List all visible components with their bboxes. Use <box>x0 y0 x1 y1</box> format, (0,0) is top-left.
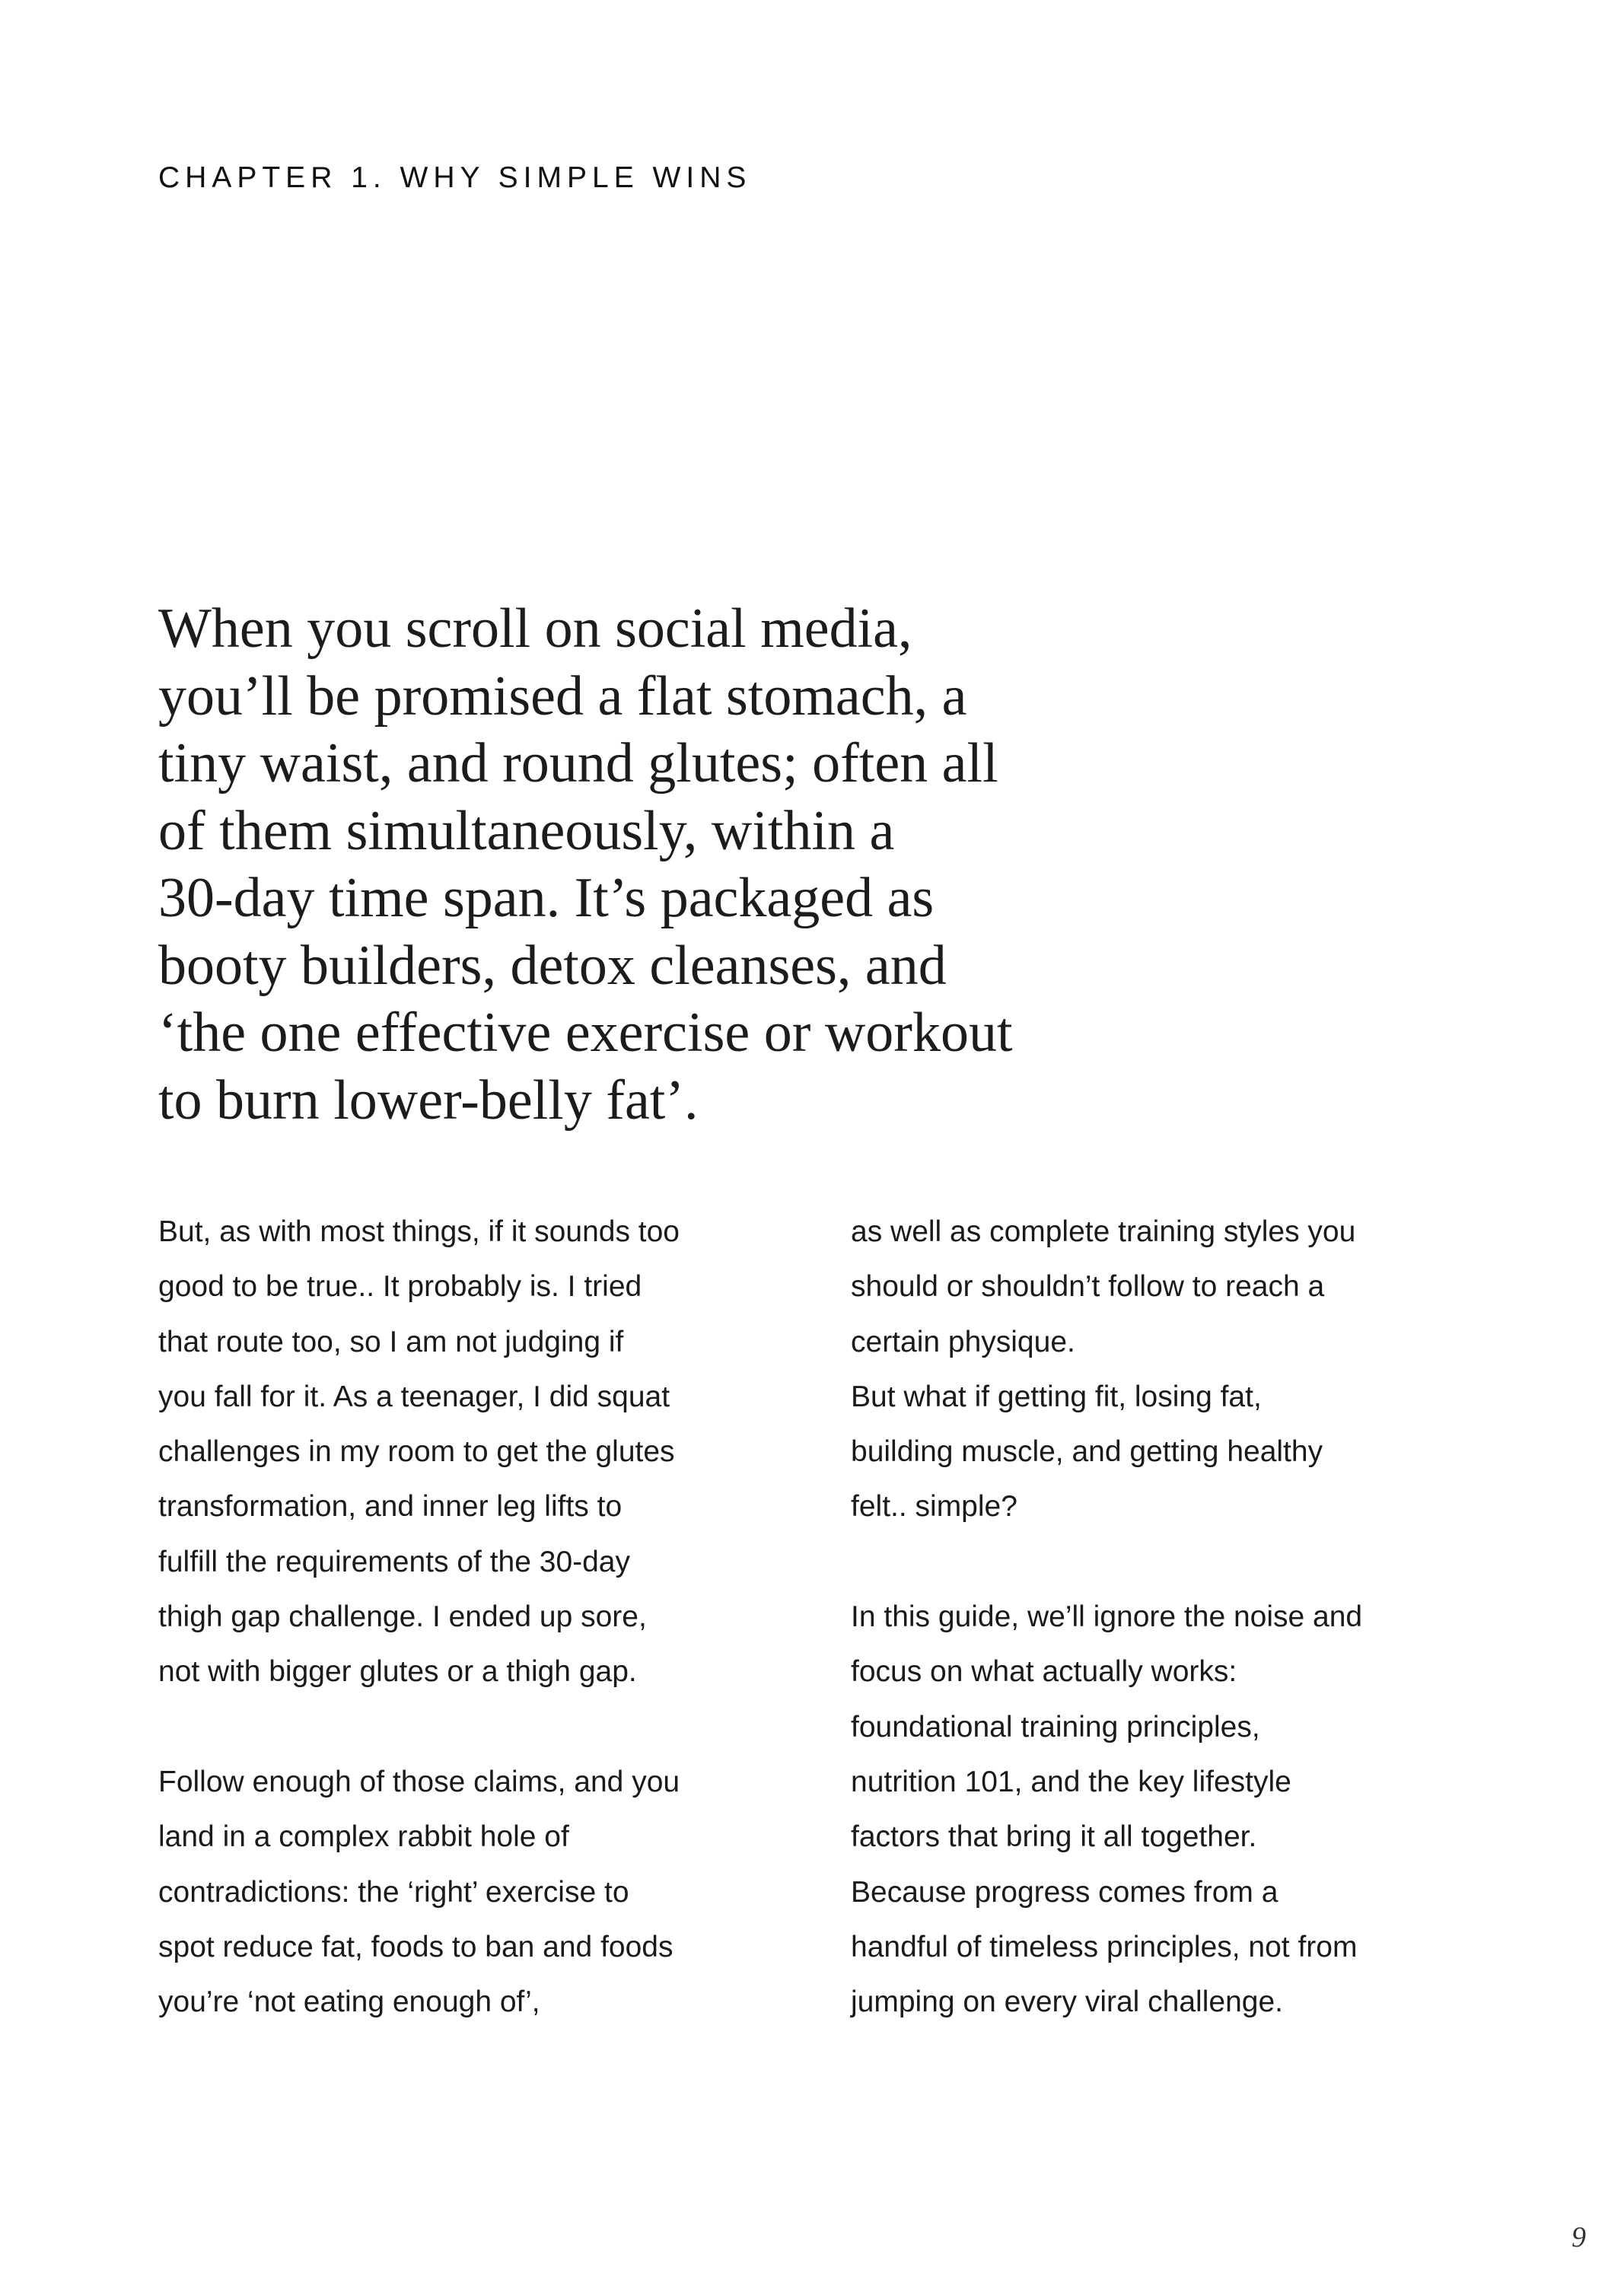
body-column-left <box>158 1205 828 2030</box>
intro-line: ‘the one effective exercise or workout <box>158 1002 1013 1064</box>
body-line: thigh gap challenge. I ended up sore, <box>158 1600 647 1634</box>
page-number: 9 <box>1571 2221 1586 2253</box>
body-line: contradictions: the ‘right’ exercise to <box>158 1875 629 1909</box>
paragraph-gap <box>158 1700 828 1755</box>
intro-line: to burn lower-belly fat’. <box>158 1068 699 1132</box>
body-column-right <box>851 1205 1536 2030</box>
intro-line: When you scroll on social media, <box>158 597 912 660</box>
paragraph <box>851 1865 1536 2030</box>
body-line: not with bigger glutes or a thigh gap. <box>158 1655 637 1689</box>
body-line: factors that bring it all together. <box>851 1820 1257 1854</box>
body-line: Follow enough of those claims, and you <box>158 1765 680 1798</box>
body-line: spot reduce fat, foods to ban and foods <box>158 1930 673 1963</box>
paragraph <box>851 1205 1536 1370</box>
body-line: handful of timeless principles, not from <box>851 1930 1358 1963</box>
body-line: In this guide, we’ll ignore the noise and <box>851 1600 1363 1634</box>
body-line: But what if getting fit, losing fat, <box>851 1380 1262 1413</box>
paragraph <box>851 1590 1536 1865</box>
body-line: building muscle, and getting healthy <box>851 1435 1323 1469</box>
intro-line: tiny waist, and round glutes; often all <box>158 732 998 795</box>
intro-line: 30-day time span. It’s packaged as <box>158 867 935 929</box>
body-line: transformation, and inner leg lifts to <box>158 1490 623 1524</box>
body-line: that route too, so I am not judging if <box>158 1325 624 1358</box>
body-line: good to be true.. It probably is. I tried <box>158 1270 642 1304</box>
body-line: But, as with most things, if it sounds too <box>158 1215 680 1248</box>
intro-line: of them simultaneously, within a <box>158 799 895 862</box>
body-line: nutrition 101, and the key lifestyle <box>851 1765 1291 1798</box>
body-line: fulfill the requirements of the 30-day <box>158 1545 631 1578</box>
body-line: should or shouldn’t follow to reach a <box>851 1270 1325 1304</box>
body-line: as well as complete training styles you <box>851 1215 1356 1248</box>
paragraph <box>158 1205 828 1700</box>
chapter-heading: CHAPTER 1. WHY SIMPLE WINS <box>158 161 752 194</box>
body-line: foundational training principles, <box>851 1710 1260 1743</box>
intro-line: booty builders, detox cleanses, and <box>158 934 947 997</box>
paragraph <box>158 1755 828 2030</box>
body-line: felt.. simple? <box>851 1490 1017 1524</box>
body-line: you’re ‘not eating enough of’, <box>158 1986 540 2019</box>
body-line: challenges in my room to get the glutes <box>158 1435 675 1469</box>
body-line: certain physique. <box>851 1325 1075 1358</box>
paragraph-gap <box>851 1535 1536 1590</box>
body-line: Because progress comes from a <box>851 1875 1279 1909</box>
body-line: land in a complex rabbit hole of <box>158 1820 569 1854</box>
body-line: focus on what actually works: <box>851 1655 1237 1689</box>
intro-quote <box>158 595 1117 1134</box>
body-line: you fall for it. As a teenager, I did squat <box>158 1380 670 1413</box>
intro-line: you’ll be promised a flat stomach, a <box>158 664 967 728</box>
body-line: jumping on every viral challenge. <box>851 1986 1283 2019</box>
paragraph <box>851 1370 1536 1535</box>
